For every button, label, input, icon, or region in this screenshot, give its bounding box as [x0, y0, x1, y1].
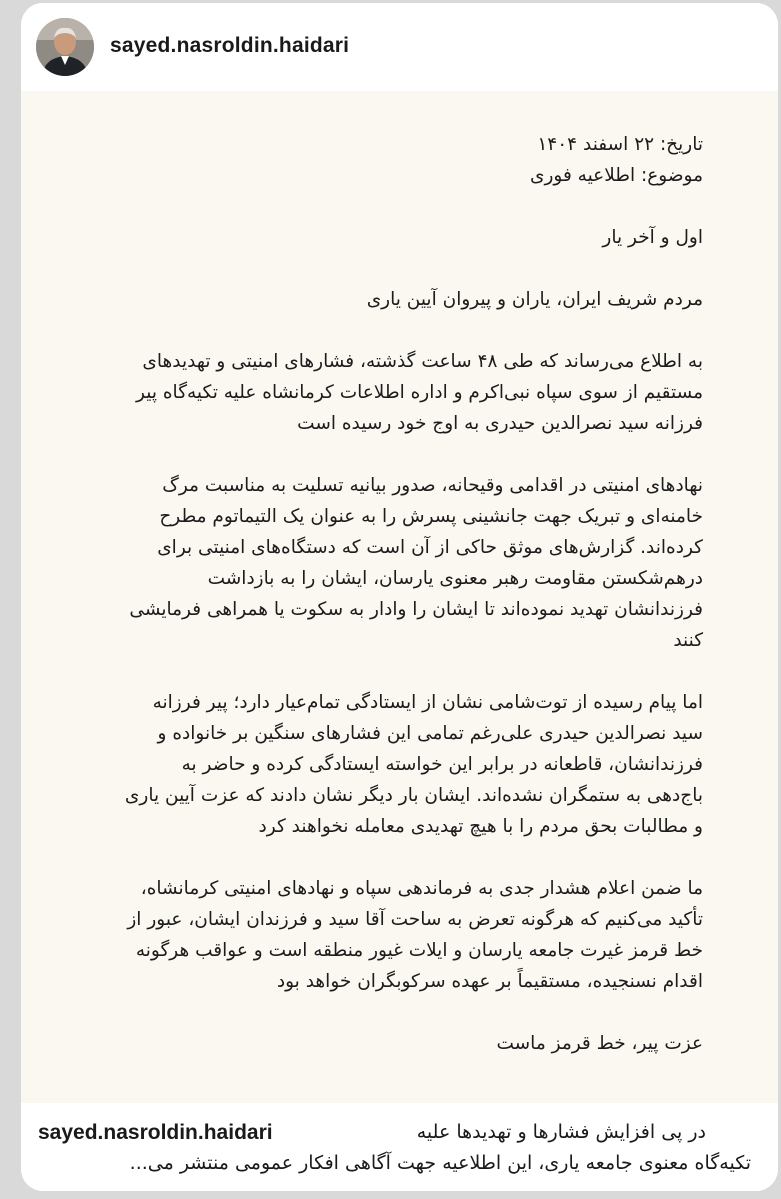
spacer	[123, 191, 703, 222]
letter-subject: موضوع: اطلاعیه فوری	[529, 165, 703, 186]
avatar[interactable]	[36, 18, 94, 76]
avatar-photo	[36, 18, 94, 76]
spacer	[123, 842, 703, 873]
username[interactable]: sayed.nasroldin.haidari	[110, 34, 350, 57]
letter-paragraph: به اطلاع می‌رساند که طی ۴۸ ساعت گذشته، فشارهای امنیتی و تهدیدهای مستقیم از سوی سپاه نبی‌اکرم و اداره اطلاعات کرمانشاه علیه تکیه‌گاه پیر فرزانه سید نصرالدین حیدری به اوج خود رسیده است	[136, 351, 703, 434]
caption-username[interactable]: sayed.nasroldin.haidari	[38, 1121, 273, 1144]
letter-opening: اول و آخر یار	[602, 227, 703, 248]
post-card	[21, 3, 778, 1191]
letter-closing: عزت پیر، خط قرمز ماست	[496, 1033, 703, 1054]
spacer	[123, 439, 703, 470]
letter-date: تاریخ: ۲۲ اسفند ۱۴۰۴	[537, 134, 703, 155]
letter-paragraph: ما ضمن اعلام هشدار جدی به فرماندهی سپاه و نهادهای امنیتی کرمانشاه، تأکید می‌کنیم که هرگونه تعرض به ساحت آقا سید و فرزندان ایشان، عبور از خط قرمز غیرت جامعه یارسان و ایلات غیور منطقه است و عواقب هرگونه اقدام نسنجیده، مستقیماً بر عهده سرکوبگران خواهد بود	[127, 878, 703, 992]
caption-text-line[interactable]: تکیه‌گاه معنوی جامعه یاری، این اطلاعیه جهت آگاهی افکار عمومی منتشر می...	[129, 1152, 751, 1174]
spacer	[123, 656, 703, 687]
post-caption[interactable]	[21, 1103, 778, 1191]
spacer	[123, 997, 703, 1028]
caption-text-line: در پی افزایش فشارها و تهدیدها علیه	[416, 1121, 706, 1143]
letter-body	[123, 129, 703, 1059]
letter-paragraph: اما پیام رسیده از توت‌شامی نشان از ایستادگی تمام‌عیار دارد؛ پیر فرزانه سید نصرالدین حیدری علی‌رغم تمامی این فشارهای سنگین بر خانواده و فرزندانشان، قاطعانه در برابر این خواسته ایستادگی کرده و حاضر به باج‌دهی به ستمگران نشده‌اند. ایشان بار دیگر نشان دادند که عزت آیین یاری و مطالبات بحق مردم را با هیچ تهدیدی معامله نخواهند کرد	[124, 692, 703, 837]
spacer	[123, 253, 703, 284]
spacer	[123, 315, 703, 346]
letter-salutation: مردم شریف ایران، یاران و پیروان آیین یاری	[366, 289, 703, 310]
letter-paragraph: نهادهای امنیتی در اقدامی وقیحانه، صدور بیانیه تسلیت به مناسبت مرگ خامنه‌ای و تبریک جهت جانشینی پسرش را به عنوان یک التیماتوم مطرح کرده‌اند. گزارش‌های موثق حاکی از آن است که دستگاه‌های امنیتی برای درهم‌شکستن مقاومت رهبر معنوی یارسان، ایشان را به بازداشت فرزندانشان تهدید نموده‌اند تا ایشان را وادار به سکوت یا همراهی فرمایشی کنند	[129, 475, 703, 651]
post-header	[21, 3, 778, 91]
